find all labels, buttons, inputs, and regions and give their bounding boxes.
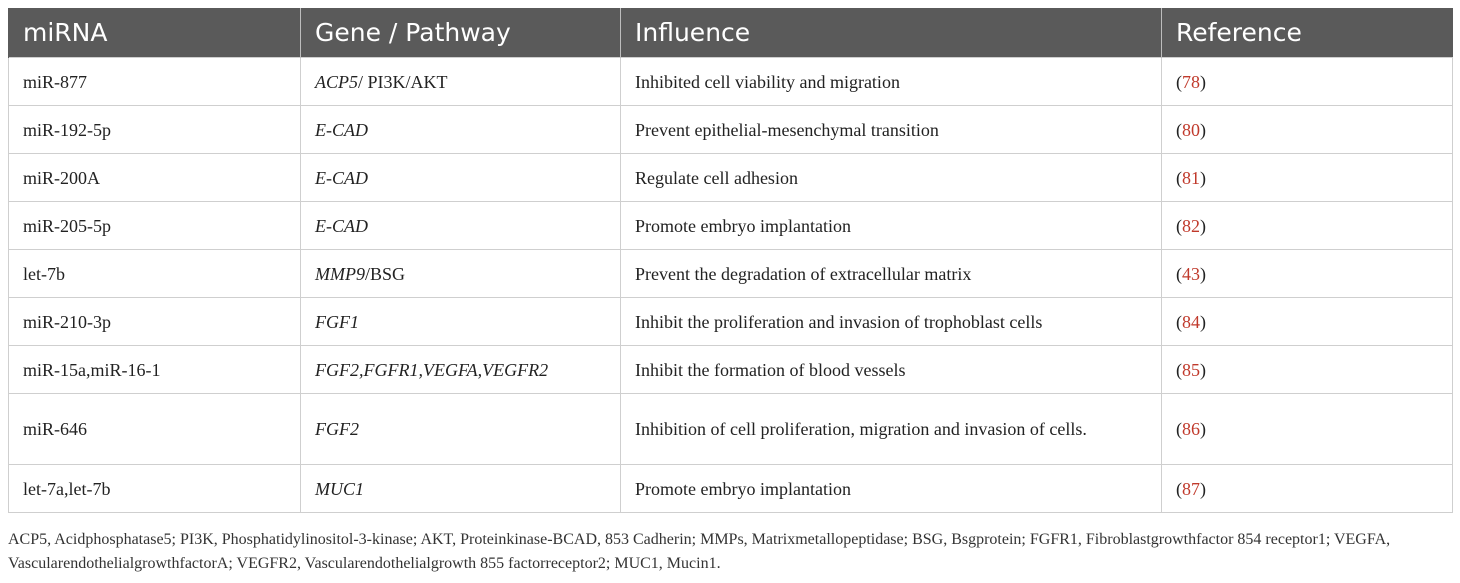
gene-italic: E-CAD	[315, 167, 368, 188]
cell-influence: Promote embryo implantation	[621, 202, 1162, 250]
cell-mirna: miR-200A	[9, 154, 301, 202]
cell-mirna: miR-15a,miR-16-1	[9, 346, 301, 394]
cell-gene	[301, 465, 621, 513]
mirna-table-container	[8, 8, 1452, 513]
gene-italic: MUC1	[315, 478, 364, 499]
cell-reference: (80)	[1162, 106, 1453, 154]
table-row	[9, 202, 1453, 250]
cell-reference: (84)	[1162, 298, 1453, 346]
cell-gene	[301, 202, 621, 250]
cell-reference: (87)	[1162, 465, 1453, 513]
gene-normal: / PI3K/AKT	[358, 71, 448, 92]
header-influence: Influence	[621, 8, 1162, 58]
header-reference: Reference	[1162, 8, 1453, 58]
reference-link[interactable]: 84	[1182, 311, 1200, 332]
cell-influence: Prevent epithelial-mesenchymal transition	[621, 106, 1162, 154]
cell-mirna: miR-205-5p	[9, 202, 301, 250]
cell-influence: Regulate cell adhesion	[621, 154, 1162, 202]
cell-reference: (82)	[1162, 202, 1453, 250]
reference-link[interactable]: 81	[1182, 167, 1200, 188]
reference-link[interactable]: 86	[1182, 419, 1200, 439]
mirna-table	[8, 8, 1453, 513]
cell-influence	[621, 394, 1162, 465]
gene-italic: E-CAD	[315, 215, 368, 236]
influence-text: Inhibition of cell proliferation, migration and invasion of cells.	[635, 419, 1087, 439]
cell-reference: (43)	[1162, 250, 1453, 298]
cell-mirna: miR-210-3p	[9, 298, 301, 346]
cell-gene	[301, 154, 621, 202]
table-row	[9, 250, 1453, 298]
cell-mirna: let-7a,let-7b	[9, 465, 301, 513]
cell-gene	[301, 394, 621, 465]
cell-influence: Promote embryo implantation	[621, 465, 1162, 513]
reference-link[interactable]: 78	[1182, 71, 1200, 92]
table-body	[9, 58, 1453, 513]
header-gene-pathway: Gene / Pathway	[301, 8, 621, 58]
reference-link[interactable]: 80	[1182, 119, 1200, 140]
cell-reference: (86)	[1162, 394, 1453, 465]
cell-gene	[301, 298, 621, 346]
cell-reference: (81)	[1162, 154, 1453, 202]
gene-italic: FGF1	[315, 311, 359, 332]
table-row	[9, 465, 1453, 513]
cell-influence: Inhibit the formation of blood vessels	[621, 346, 1162, 394]
gene-italic: E-CAD	[315, 119, 368, 140]
gene-normal: /BSG	[364, 263, 406, 284]
cell-gene	[301, 58, 621, 106]
table-header	[9, 8, 1453, 58]
cell-mirna: let-7b	[9, 250, 301, 298]
cell-reference: (85)	[1162, 346, 1453, 394]
cell-gene	[301, 106, 621, 154]
table-row	[9, 58, 1453, 106]
gene-italic: FGF2,FGFR1,VEGFA,VEGFR2	[315, 359, 549, 380]
reference-link[interactable]: 85	[1182, 359, 1200, 380]
table-row	[9, 394, 1453, 465]
gene-italic: MMP9	[315, 263, 365, 284]
cell-gene	[301, 250, 621, 298]
cell-gene	[301, 346, 621, 394]
reference-link[interactable]: 87	[1182, 478, 1200, 499]
reference-link[interactable]: 43	[1182, 263, 1200, 284]
reference-link[interactable]: 82	[1182, 215, 1200, 236]
cell-mirna: miR-877	[9, 58, 301, 106]
table-row	[9, 154, 1453, 202]
table-row	[9, 346, 1453, 394]
gene-italic: FGF2	[315, 419, 359, 439]
header-mirna: miRNA	[9, 8, 301, 58]
cell-influence: Inhibited cell viability and migration	[621, 58, 1162, 106]
cell-reference: (78)	[1162, 58, 1453, 106]
cell-mirna: miR-192-5p	[9, 106, 301, 154]
table-footnote: ACP5, Acidphosphatase5; PI3K, Phosphatidylinositol-3-kinase; AKT, Proteinkinase-BCAD, 853 Cadherin; MMPs, Matrixmetallopeptidase; BSG, Bsgprotein; FGFR1, Fibroblastgrowthfactor 854 receptor1; VEGFA, VascularendothelialgrowthfactorA; VEGFR2, Vascularendothelialgrowth 855 factorreceptor2; MUC1, Mucin1.	[8, 531, 1391, 572]
cell-mirna: miR-646	[9, 394, 301, 465]
cell-influence: Inhibit the proliferation and invasion of trophoblast cells	[621, 298, 1162, 346]
cell-influence: Prevent the degradation of extracellular matrix	[621, 250, 1162, 298]
table-row	[9, 106, 1453, 154]
gene-italic: ACP5	[315, 71, 358, 92]
table-row	[9, 298, 1453, 346]
